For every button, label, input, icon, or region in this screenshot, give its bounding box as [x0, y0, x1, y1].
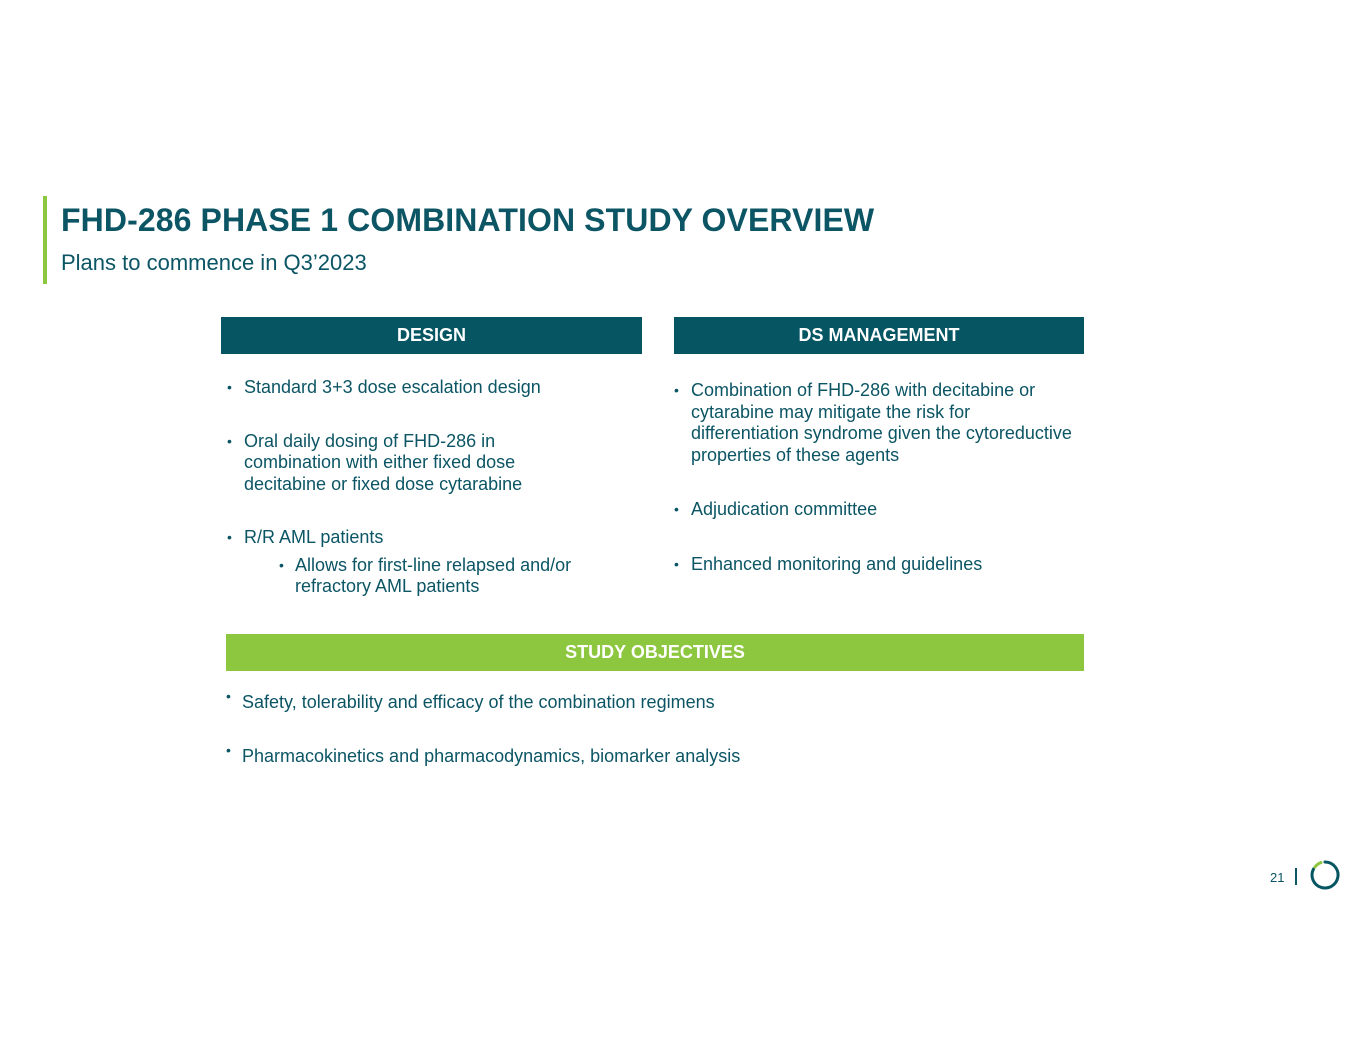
ds-item-text: Adjudication committee [691, 499, 878, 519]
design-list [222, 377, 622, 598]
design-item-text: Oral daily dosing of FHD-286 in combination with either fixed dose decitabine or fixed dose cytarabine [244, 430, 523, 494]
list-item [669, 499, 1079, 521]
bullet-icon: • [226, 688, 231, 704]
list-item [222, 527, 622, 598]
page-subtitle: Plans to commence in Q3’2023 [61, 250, 367, 275]
design-subitem-text: Allows for first-line relapsed and/or refractory AML patients [295, 554, 572, 596]
ds-management-header-label: DS MANAGEMENT [798, 325, 960, 345]
page-number: 21 [1270, 870, 1285, 885]
study-objectives-header-label: STUDY OBJECTIVES [565, 642, 745, 662]
list-item [222, 431, 574, 496]
design-header [221, 317, 642, 354]
list-item [669, 554, 1079, 576]
bullet-icon: • [227, 529, 232, 545]
list-item [222, 377, 622, 399]
objective-item: Pharmacokinetics and pharmacodynamics, biomarker analysis [242, 746, 741, 766]
title-accent-bar [43, 196, 47, 284]
bullet-icon: • [279, 556, 284, 573]
ds-item-text: Enhanced monitoring and guidelines [691, 553, 983, 574]
bullet-icon: • [674, 382, 679, 398]
list-item [669, 380, 1079, 466]
bullet-icon: • [674, 501, 679, 517]
bullet-icon: • [226, 742, 231, 758]
design-item-text: Standard 3+3 dose escalation design [244, 377, 541, 397]
footer-divider [1295, 868, 1297, 885]
ds-item-text: Combination of FHD-286 with decitabine or cytarabine may mitigate the risk for differentiation syndrome given the cytoreductive properties of these agents [691, 380, 1072, 465]
page-title: FHD-286 PHASE 1 COMBINATION STUDY OVERVIEW [61, 202, 875, 238]
bullet-icon: • [674, 555, 679, 572]
ds-management-header [674, 317, 1084, 354]
study-objectives-header [226, 634, 1084, 671]
design-header-label: DESIGN [396, 325, 466, 345]
objective-item: Safety, tolerability and efficacy of the combination regimens [242, 692, 715, 712]
bullet-icon: • [227, 432, 232, 449]
bullet-icon: • [227, 379, 232, 395]
ds-management-list [669, 380, 1079, 575]
design-item-text: R/R AML patients [244, 527, 384, 547]
design-subitem [279, 554, 615, 598]
circle-logo-icon [1309, 859, 1341, 891]
